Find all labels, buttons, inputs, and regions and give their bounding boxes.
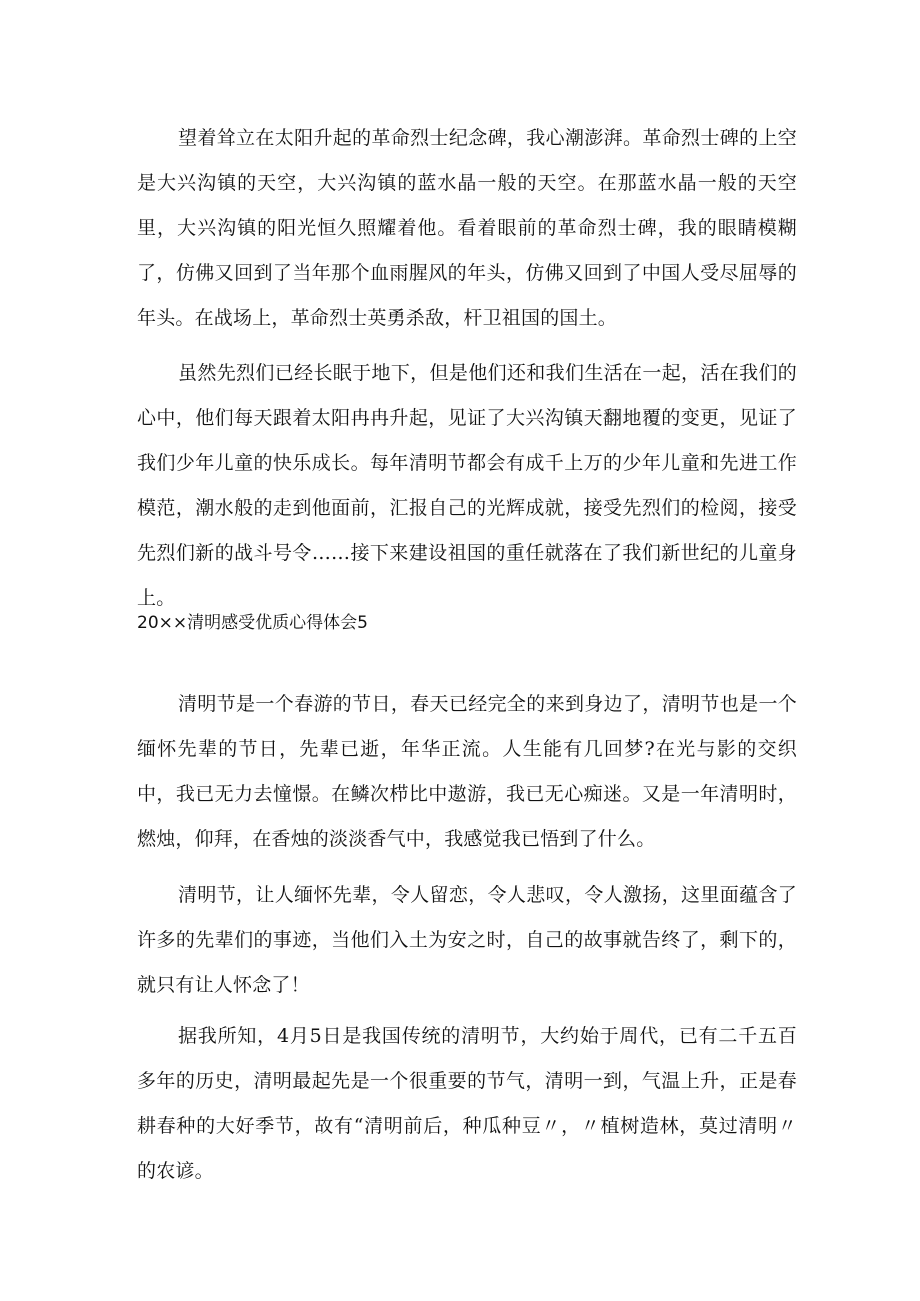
paragraph-monument: 望着耸立在太阳升起的革命烈士纪念碑，我心潮澎湃。革命烈士碑的上空是大兴沟镇的天空，大兴沟镇的蓝水晶一般的天空。在那蓝水晶一般的天空里，大兴沟镇的阳光恒久照耀着他。看着眼前的革命烈士碑，我的眼睛模糊了，仿佛又回到了当年那个血雨腥风的年头，仿佛又回到了中国人受尽屈辱的年头。在战场上，革命烈士英勇杀敌，杆卫祖国的国土。 bbox=[137, 127, 797, 329]
section-heading: 20××清明感受优质心得体会5 bbox=[137, 613, 368, 633]
paragraph-qingming-spring: 清明节是一个春游的节日，春天已经完全的来到身边了，清明节也是一个缅怀先辈的节日，先辈已逝，年华正流。人生能有几回梦?在光与影的交织中，我已无力去憧憬。在鳞次栉比中遨游，我已无心痴迷。又是一年清明时，燃烛，仰拜，在香烛的淡淡香气中，我感觉我已悟到了什么。 bbox=[137, 693, 797, 850]
paragraph-history: 据我所知，4月5日是我国传统的清明节，大约始于周代，已有二千五百多年的历史，清明最起先是一个很重要的节气，清明一到，气温上升，正是春耕春种的大好季节，故有“清明前后，种瓜种豆〃，〃植树造林，莫过清明〃的农谚。 bbox=[137, 1025, 797, 1182]
paragraph-remembrance: 清明节，让人缅怀先辈，令人留恋，令人悲叹，令人激扬，这里面蕴含了许多的先辈们的事迹，当他们入土为安之时，自己的故事就告终了，剩下的，就只有让人怀念了！ bbox=[137, 884, 797, 996]
paragraph-martyrs: 虽然先烈们已经长眠于地下，但是他们还和我们生活在一起，活在我们的心中，他们每天跟着太阳冉冉升起，见证了大兴沟镇天翻地覆的变更，见证了我们少年儿童的快乐成长。每年清明节都会有成千上万的少年儿童和先进工作模范，潮水般的走到他面前，汇报自己的光辉成就，接受先烈们的检阅，接受先烈们新的战斗号令……接下来建设祖国的重任就落在了我们新世纪的儿童身上。 bbox=[137, 362, 797, 609]
